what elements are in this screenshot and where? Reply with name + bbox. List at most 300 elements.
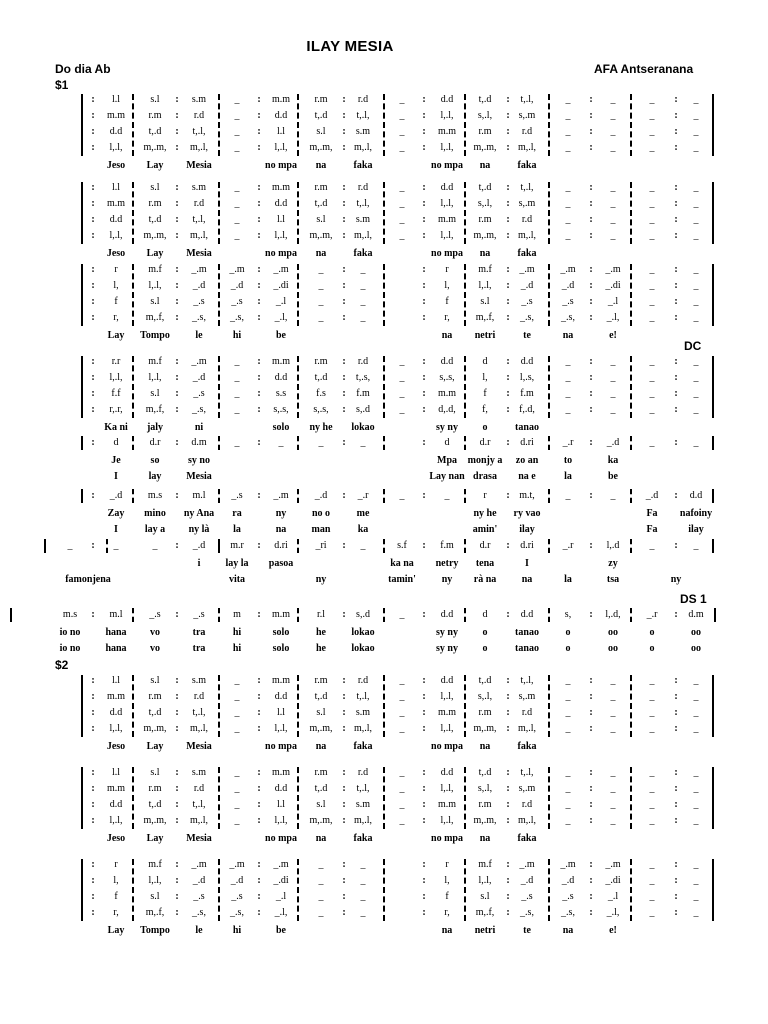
note-cell: _.s: [149, 609, 161, 620]
note-cell: s,.s,: [313, 404, 329, 415]
note-cell: d.d: [440, 609, 454, 620]
lyric-word: netry: [435, 558, 459, 569]
note-cell: d: [482, 609, 488, 620]
note-cell: m,.f,: [145, 312, 165, 323]
note-cell: _: [649, 815, 655, 826]
notation-row: [50, 721, 720, 737]
note-cell: m.t,: [519, 490, 535, 501]
note-cell: _: [360, 437, 366, 448]
beat-colon: :: [506, 126, 510, 137]
beat-colon: :: [257, 799, 261, 810]
lyric-word: tra: [192, 627, 206, 638]
beat-colon: :: [91, 312, 95, 323]
lyric-word: ilay: [519, 524, 535, 535]
note-cell: _.m: [605, 859, 621, 870]
note-cell: d.r: [149, 437, 161, 448]
note-cell: _: [610, 723, 616, 734]
note-cell: _: [565, 198, 571, 209]
notation-row: [50, 354, 720, 370]
note-cell: m,.f,: [475, 312, 495, 323]
note-cell: l,.l,: [109, 142, 123, 153]
note-cell: l.l: [111, 94, 121, 105]
lyric-word: e!: [609, 330, 617, 341]
note-cell: _: [399, 783, 405, 794]
lyric-word: Jeso: [106, 741, 126, 752]
beat-colon: :: [257, 198, 261, 209]
beat-colon: :: [674, 264, 678, 275]
note-cell: _: [565, 707, 571, 718]
note-cell: r,: [444, 907, 450, 918]
note-cell: _.d: [645, 490, 659, 501]
beat-colon: :: [175, 388, 179, 399]
note-cell: l,.s,: [519, 372, 535, 383]
note-cell: s.l: [150, 891, 160, 902]
note-cell: _: [565, 783, 571, 794]
lyric-word: no mpa: [265, 160, 297, 171]
lyric-word: he: [316, 643, 326, 654]
lyric-word: oo: [608, 643, 618, 654]
beat-colon: :: [342, 280, 346, 291]
beat-colon: :: [91, 182, 95, 193]
note-cell: m,.l,: [353, 723, 373, 734]
note-cell: _: [399, 707, 405, 718]
note-cell: r.l: [316, 609, 326, 620]
beat-colon: :: [257, 609, 261, 620]
note-cell: l,.l,: [440, 142, 454, 153]
beat-colon: :: [506, 815, 510, 826]
beat-colon: :: [342, 372, 346, 383]
beat-colon: :: [506, 296, 510, 307]
note-cell: s.l: [316, 126, 326, 137]
beat-colon: :: [91, 198, 95, 209]
beat-colon: :: [422, 707, 426, 718]
note-cell: m,.f,: [145, 907, 165, 918]
beat-colon: :: [91, 859, 95, 870]
beat-colon: :: [674, 198, 678, 209]
note-cell: _: [649, 404, 655, 415]
note-cell: l,.l,: [109, 815, 123, 826]
lyric-word: no mpa: [431, 833, 463, 844]
note-cell: l,.l,: [274, 230, 288, 241]
note-cell: r: [114, 264, 118, 275]
beat-colon: :: [506, 783, 510, 794]
lyric-word: faka: [353, 833, 373, 844]
note-cell: _.m: [191, 859, 207, 870]
lyric-word: ny: [315, 574, 327, 585]
note-cell: r: [445, 264, 449, 275]
note-cell: _: [610, 783, 616, 794]
lyric-word: be: [276, 330, 286, 341]
note-cell: l,.l,: [440, 783, 454, 794]
notation-row: [50, 488, 720, 504]
note-cell: _: [649, 214, 655, 225]
beat-colon: :: [91, 126, 95, 137]
lyric-word: jaly: [146, 422, 164, 433]
note-cell: l.l: [276, 799, 286, 810]
beat-colon: :: [589, 312, 593, 323]
note-cell: _.d: [561, 875, 575, 886]
notation-row: [50, 889, 720, 905]
beat-colon: :: [506, 490, 510, 501]
note-cell: _: [649, 372, 655, 383]
note-cell: t,.l,: [192, 214, 206, 225]
note-cell: _: [234, 142, 240, 153]
note-cell: d.d: [274, 110, 288, 121]
beat-colon: :: [422, 142, 426, 153]
beat-colon: :: [422, 126, 426, 137]
beat-colon: :: [91, 372, 95, 383]
note-cell: _: [649, 126, 655, 137]
note-cell: _.r: [646, 609, 658, 620]
note-cell: _: [565, 94, 571, 105]
beat-colon: :: [175, 723, 179, 734]
beat-colon: :: [91, 230, 95, 241]
note-cell: m,.l,: [189, 230, 209, 241]
lyric-word: hi: [232, 643, 242, 654]
lyric-row: [50, 641, 720, 657]
beat-colon: :: [175, 372, 179, 383]
lyric-word: sy ny: [436, 627, 458, 638]
beat-colon: :: [589, 540, 593, 551]
beat-colon: :: [589, 707, 593, 718]
beat-colon: :: [342, 609, 346, 620]
beat-colon: :: [422, 198, 426, 209]
note-cell: _: [649, 437, 655, 448]
note-cell: t,.l,: [356, 198, 370, 209]
note-cell: r.m: [478, 799, 492, 810]
note-cell: l,.l,: [440, 198, 454, 209]
note-cell: s.m: [191, 94, 207, 105]
beat-colon: :: [175, 280, 179, 291]
note-cell: r.d: [521, 126, 533, 137]
note-cell: _: [693, 540, 699, 551]
note-cell: r.m: [478, 707, 492, 718]
note-cell: _: [234, 767, 240, 778]
note-cell: _: [649, 264, 655, 275]
note-cell: l,.l,: [440, 691, 454, 702]
lyric-word: te: [523, 330, 531, 341]
beat-colon: :: [342, 783, 346, 794]
beat-colon: :: [257, 723, 261, 734]
beat-colon: :: [589, 372, 593, 383]
note-cell: _.d: [230, 280, 244, 291]
note-cell: m,.l,: [189, 815, 209, 826]
note-cell: l,.l,: [440, 110, 454, 121]
note-cell: m,.m,: [143, 723, 167, 734]
note-cell: m,.f,: [475, 907, 495, 918]
note-cell: t,.d: [314, 372, 328, 383]
lyric-word: na: [315, 833, 327, 844]
note-cell: _: [565, 110, 571, 121]
note-cell: m.m: [437, 799, 457, 810]
beat-colon: :: [257, 356, 261, 367]
note-cell: r.m: [148, 783, 162, 794]
beat-colon: :: [589, 799, 593, 810]
beat-colon: :: [422, 907, 426, 918]
lyric-word: drasa: [473, 471, 497, 482]
lyric-word: hi: [232, 925, 242, 936]
lyric-word: Lay: [146, 741, 164, 752]
beat-colon: :: [674, 723, 678, 734]
note-cell: _: [360, 859, 366, 870]
beat-colon: :: [422, 312, 426, 323]
note-cell: l,: [444, 875, 450, 886]
beat-colon: :: [422, 356, 426, 367]
note-cell: s.m: [355, 707, 371, 718]
lyric-word: Lay: [107, 925, 125, 936]
note-cell: s.m: [355, 799, 371, 810]
note-cell: s.m: [191, 767, 207, 778]
note-cell: t,.s,: [355, 372, 371, 383]
note-cell: f: [114, 891, 118, 902]
lyric-word: na: [479, 741, 491, 752]
lyric-word: la: [233, 524, 241, 535]
lyric-word: ka na: [390, 558, 414, 569]
note-cell: m.m: [271, 182, 291, 193]
lyric-word: no mpa: [431, 741, 463, 752]
note-cell: t,.l,: [520, 675, 534, 686]
lyric-word: mino: [144, 508, 166, 519]
beat-colon: :: [589, 198, 593, 209]
note-cell: m: [233, 609, 241, 620]
lyric-word: Mesia: [186, 160, 212, 171]
note-cell: m,.l,: [353, 142, 373, 153]
beat-colon: :: [257, 404, 261, 415]
note-cell: d.d: [440, 675, 454, 686]
note-cell: t,.d: [478, 182, 492, 193]
beat-colon: :: [589, 388, 593, 399]
note-cell: _.s,: [520, 312, 534, 323]
beat-colon: :: [674, 142, 678, 153]
lyric-word: ka: [607, 455, 619, 466]
note-cell: _: [234, 356, 240, 367]
lyric-word: o: [649, 627, 655, 638]
note-cell: m,.l,: [517, 815, 537, 826]
beat-colon: :: [674, 296, 678, 307]
note-cell: _.s,: [230, 312, 244, 323]
note-cell: s,.l,: [477, 691, 493, 702]
note-cell: m.f: [148, 859, 162, 870]
note-cell: _: [693, 675, 699, 686]
note-cell: _: [693, 296, 699, 307]
beat-colon: :: [91, 388, 95, 399]
note-cell: f,: [482, 404, 488, 415]
lyric-word: ny Ana: [183, 508, 215, 519]
note-cell: d.d: [440, 767, 454, 778]
lyric-word: ka: [357, 524, 369, 535]
note-cell: _: [693, 907, 699, 918]
beat-colon: :: [674, 356, 678, 367]
note-cell: _: [693, 182, 699, 193]
note-cell: d.d: [520, 609, 534, 620]
note-cell: s,.m: [518, 691, 536, 702]
note-cell: _: [693, 214, 699, 225]
note-cell: _: [399, 198, 405, 209]
lyric-word: solo: [272, 627, 290, 638]
lyric-word: lokao: [351, 627, 375, 638]
barline: [44, 539, 46, 553]
note-cell: s,.l,: [477, 198, 493, 209]
note-cell: s.m: [355, 214, 371, 225]
note-cell: m,.m,: [473, 723, 497, 734]
ds-marker: DS 1: [680, 592, 707, 606]
beat-colon: :: [674, 230, 678, 241]
note-cell: d: [444, 437, 450, 448]
beat-colon: :: [91, 142, 95, 153]
lyric-word: Tompo: [140, 330, 170, 341]
note-cell: _: [649, 891, 655, 902]
note-cell: _: [649, 230, 655, 241]
beat-colon: :: [674, 312, 678, 323]
note-cell: s.m: [191, 182, 207, 193]
beat-colon: :: [589, 783, 593, 794]
note-cell: _: [610, 110, 616, 121]
beat-colon: :: [589, 907, 593, 918]
lyric-word: I: [114, 471, 118, 482]
lyric-word: oo: [608, 627, 618, 638]
note-cell: _.r: [562, 540, 574, 551]
note-cell: _: [693, 799, 699, 810]
beat-colon: :: [422, 767, 426, 778]
note-cell: l,.l,: [148, 372, 162, 383]
beat-colon: :: [91, 875, 95, 886]
note-cell: _: [399, 356, 405, 367]
note-cell: m.m: [271, 356, 291, 367]
lyric-word: zy: [608, 558, 618, 569]
beat-colon: :: [257, 875, 261, 886]
notation-row: [50, 180, 720, 196]
beat-colon: :: [422, 609, 426, 620]
lyric-word: Fa: [646, 508, 658, 519]
lyric-word: faka: [517, 248, 537, 259]
note-cell: _: [649, 356, 655, 367]
note-cell: m,.m,: [143, 230, 167, 241]
note-cell: _: [67, 540, 73, 551]
beat-colon: :: [175, 404, 179, 415]
beat-colon: :: [422, 437, 426, 448]
note-cell: s,.d: [356, 609, 370, 620]
dc-marker: DC: [684, 339, 702, 353]
note-cell: m,.m,: [309, 142, 333, 153]
note-cell: _.l: [275, 296, 287, 307]
note-cell: m,.m,: [309, 815, 333, 826]
lyric-word: o: [482, 643, 488, 654]
note-cell: _: [693, 264, 699, 275]
beat-colon: :: [257, 859, 261, 870]
note-cell: _: [649, 907, 655, 918]
note-cell: _: [278, 437, 284, 448]
beat-colon: :: [589, 437, 593, 448]
note-cell: _: [693, 110, 699, 121]
note-cell: _: [399, 214, 405, 225]
notation-row: [50, 294, 720, 310]
note-cell: _: [565, 372, 571, 383]
lyric-word: Mpa: [437, 455, 457, 466]
lyric-word: hi: [232, 330, 242, 341]
lyric-word: faka: [517, 741, 537, 752]
lyric-word: na: [479, 833, 491, 844]
beat-colon: :: [422, 404, 426, 415]
note-cell: m.l: [109, 609, 123, 620]
note-cell: _: [610, 214, 616, 225]
lyric-row: [50, 625, 720, 641]
note-cell: _: [234, 110, 240, 121]
note-cell: r: [483, 490, 487, 501]
lyric-word: Ka ni: [104, 422, 128, 433]
beat-colon: :: [342, 296, 346, 307]
note-cell: _.s: [231, 490, 243, 501]
lyric-word: Mesia: [186, 833, 212, 844]
note-cell: m,.l,: [517, 230, 537, 241]
note-cell: f.m: [356, 388, 370, 399]
note-cell: _: [399, 490, 405, 501]
beat-colon: :: [589, 94, 593, 105]
lyric-word: rà na: [473, 574, 497, 585]
beat-colon: :: [175, 296, 179, 307]
beat-colon: :: [342, 707, 346, 718]
beat-colon: :: [589, 490, 593, 501]
note-cell: _: [610, 490, 616, 501]
note-cell: _: [693, 198, 699, 209]
lyric-word: ilay: [688, 524, 704, 535]
note-cell: l.l: [276, 707, 286, 718]
key-signature: Do dia Ab: [55, 62, 111, 76]
lyric-word: he: [316, 627, 326, 638]
beat-colon: :: [506, 540, 510, 551]
beat-colon: :: [506, 609, 510, 620]
lyric-word: ny: [441, 574, 453, 585]
note-cell: m,.l,: [189, 142, 209, 153]
lyric-word: solo: [272, 422, 290, 433]
note-cell: _: [610, 691, 616, 702]
note-cell: m.f: [148, 356, 162, 367]
note-cell: _.s: [231, 891, 243, 902]
note-cell: _.di: [273, 875, 289, 886]
beat-colon: :: [674, 815, 678, 826]
note-cell: _: [693, 723, 699, 734]
beat-colon: :: [91, 907, 95, 918]
note-cell: l,.l,: [478, 280, 492, 291]
note-cell: r.m: [314, 767, 328, 778]
note-cell: _.s: [231, 296, 243, 307]
note-cell: l,: [482, 372, 488, 383]
note-cell: _.s: [193, 296, 205, 307]
note-cell: _: [610, 799, 616, 810]
notation-row: [50, 689, 720, 705]
note-cell: _.s: [521, 891, 533, 902]
beat-colon: :: [422, 214, 426, 225]
beat-colon: :: [422, 891, 426, 902]
lyric-word: hana: [105, 643, 127, 654]
note-cell: _: [649, 312, 655, 323]
lyric-word: Lay: [146, 160, 164, 171]
note-cell: d.d: [440, 356, 454, 367]
note-cell: _: [234, 723, 240, 734]
beat-colon: :: [674, 783, 678, 794]
beat-colon: :: [674, 767, 678, 778]
lyric-row: [50, 158, 720, 174]
beat-colon: :: [342, 198, 346, 209]
note-cell: t,.d: [148, 214, 162, 225]
note-cell: _: [234, 126, 240, 137]
note-cell: t,.l,: [356, 783, 370, 794]
note-cell: _.l: [607, 891, 619, 902]
note-cell: r.d: [521, 214, 533, 225]
note-cell: _: [649, 388, 655, 399]
note-cell: _: [565, 230, 571, 241]
note-cell: _: [360, 264, 366, 275]
note-cell: s.l: [316, 707, 326, 718]
